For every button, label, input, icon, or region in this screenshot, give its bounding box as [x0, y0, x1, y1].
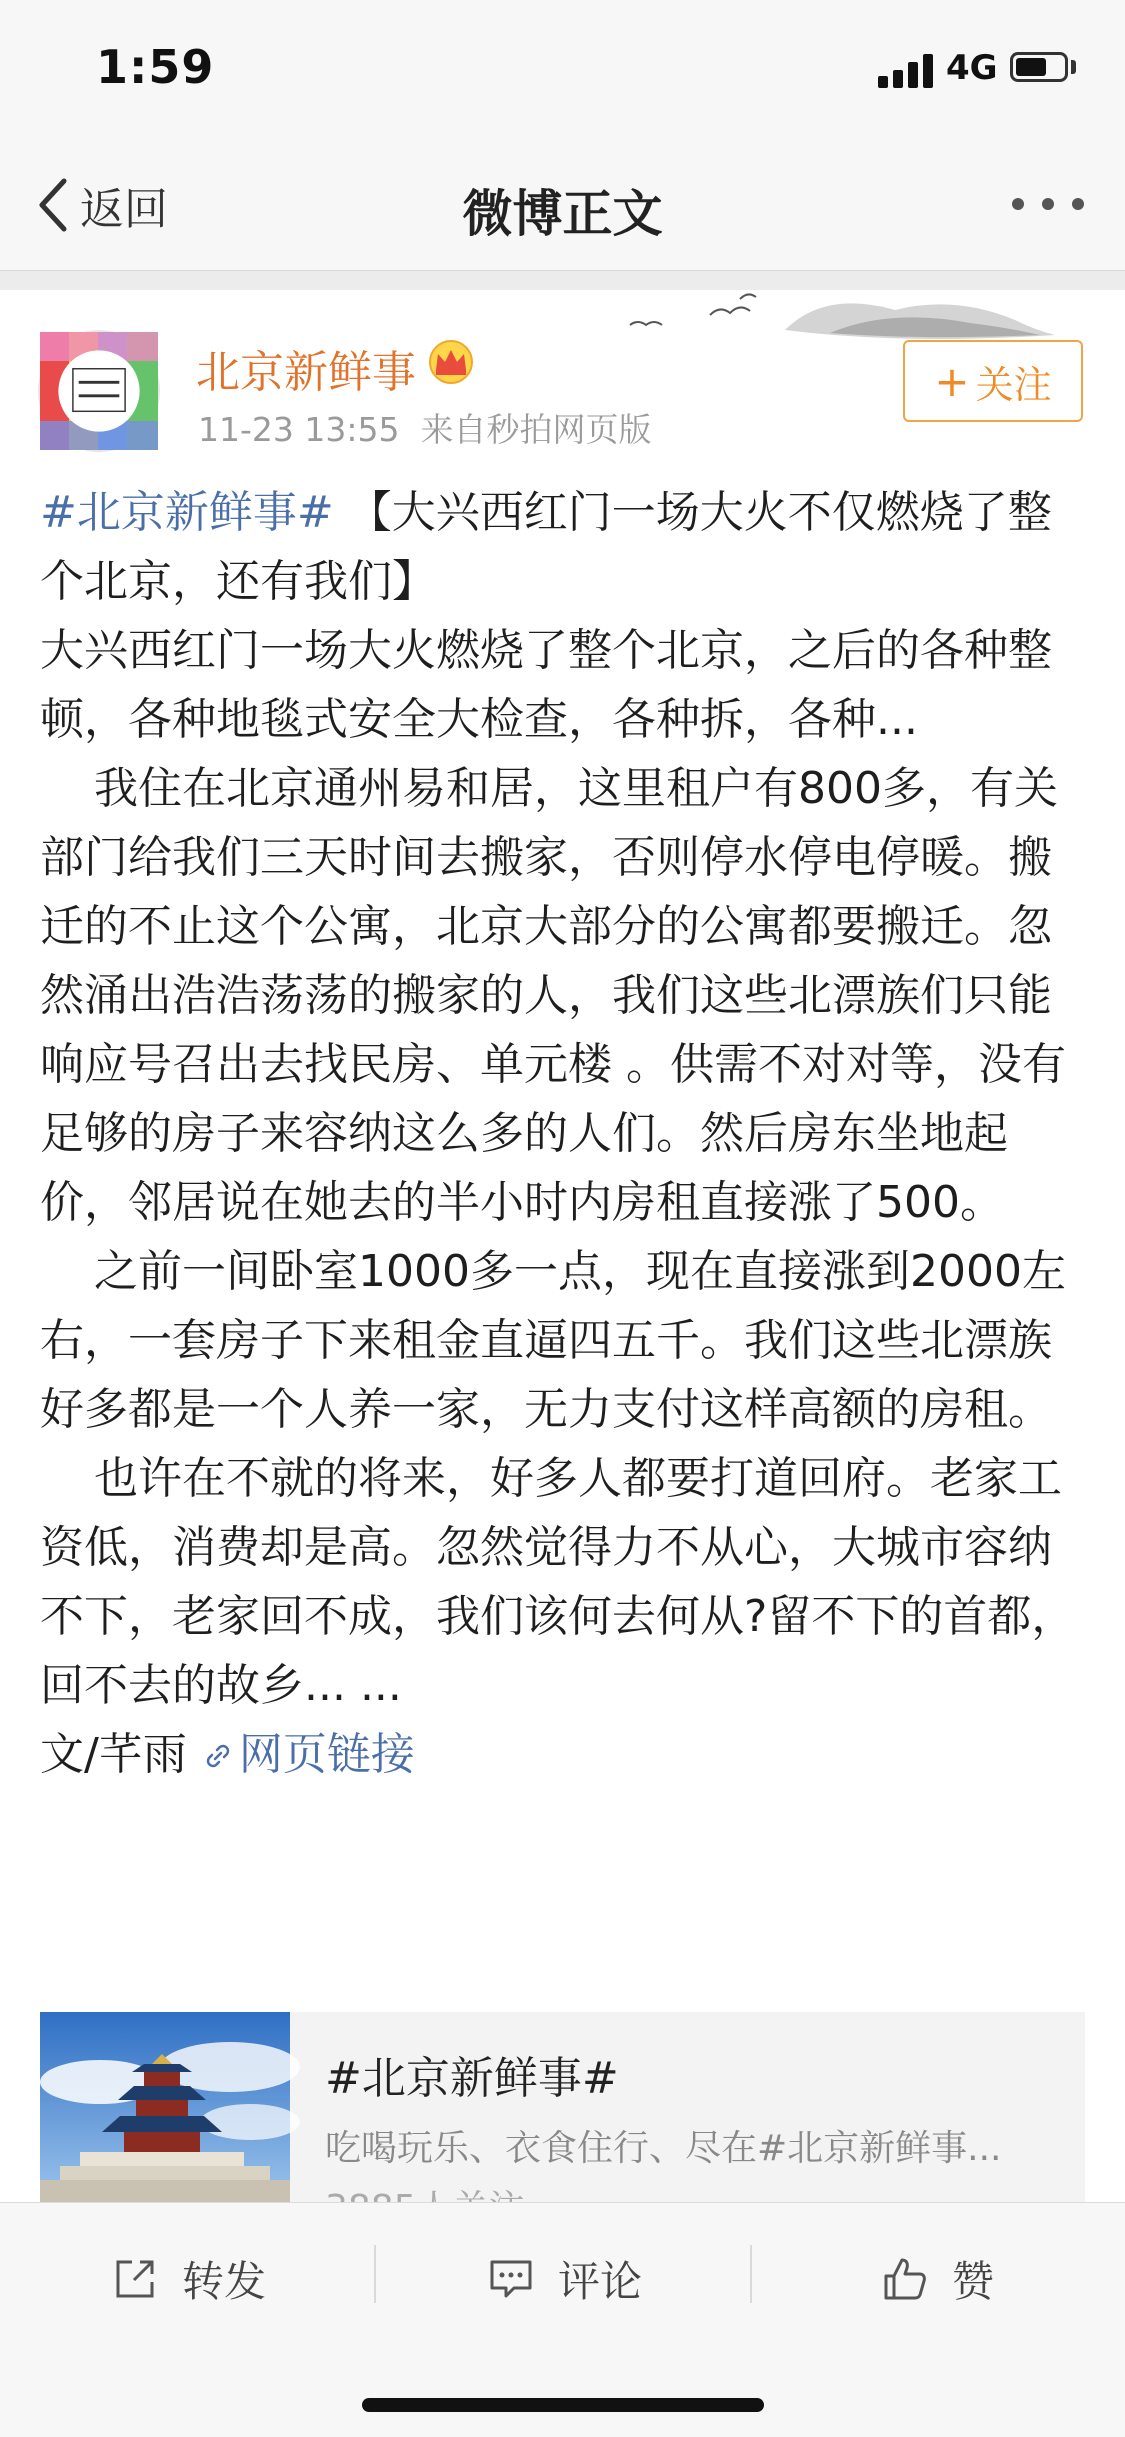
- comment-label: 评论: [558, 2257, 643, 2306]
- status-bar: [0, 0, 1125, 140]
- repost-button[interactable]: [110, 2239, 266, 2319]
- post-body: [40, 478, 1090, 1789]
- post-paragraph: 之前一间卧室1000多一点，现在直接涨到2000左右，一套房子下来租金直逼四五千。我们这些北漂族好多都是一个人养一家，无力支付这样高额的房租。: [40, 1246, 1066, 1435]
- comment-button[interactable]: [486, 2239, 642, 2319]
- toolbar-divider: [374, 2245, 376, 2303]
- hashtag-link[interactable]: #北京新鲜事#: [40, 487, 334, 538]
- repost-label: 转发: [182, 2257, 267, 2306]
- back-label: 返回: [80, 184, 168, 235]
- web-link[interactable]: [201, 1729, 415, 1780]
- header-decoration: [620, 285, 1060, 345]
- follow-button[interactable]: [903, 340, 1083, 422]
- toolbar-divider: [750, 2245, 752, 2303]
- page-title: 微博正文: [462, 185, 663, 243]
- like-label: 赞: [952, 2257, 995, 2306]
- post-paragraph: 也许在不就的将来，好多人都要打道回府。老家工资低，消费却是高。忽然觉得力不从心，大城市容纳不下，老家回不成，我们该何去何从?留不下的首都，回不去的故乡... ...: [40, 1453, 1076, 1711]
- comment-icon: [486, 2254, 536, 2304]
- nav-bar: [0, 140, 1125, 271]
- post-headline: 【大兴西红门一场大火不仅燃烧了整个北京，还有我们】: [40, 487, 1052, 607]
- network-label: 4G: [946, 48, 998, 88]
- link-icon: [201, 1739, 235, 1773]
- post-timestamp: 11-23 13:55: [198, 410, 400, 449]
- crown-icon: [428, 340, 474, 384]
- status-time: 1:59: [96, 40, 215, 94]
- temple-image: [40, 2012, 290, 2202]
- signal-icon: [878, 52, 938, 88]
- battery-icon: [1010, 52, 1068, 82]
- post-paragraph: 我住在北京通州易和居，这里租户有800多，有关部门给我们三天时间去搬家，否则停水停电停暖。搬迁的不止这个公寓，北京大部分的公寓都要搬迁。忽然涌出浩浩荡荡的搬家的人，我们这些北漂族们只能响应号召出去找民房、单元楼 。供需不对对等，没有足够的房子来容纳这么多的人们。然后房东坐地起价，邻居说在她去的半小时内房租直接涨了500。: [40, 763, 1066, 1228]
- post-paragraph: 大兴西红门一场大火燃烧了整个北京，之后的各种整顿，各种地毯式安全大检查，各种拆，各种...: [40, 625, 1052, 745]
- like-button[interactable]: [880, 2239, 994, 2319]
- post-credit-line: [40, 1720, 1090, 1789]
- post-credit: 文/芊雨: [40, 1729, 187, 1780]
- author-name[interactable]: 北京新鲜事: [196, 347, 416, 398]
- card-title: #北京新鲜事#: [325, 2053, 619, 2104]
- follow-label: 关注: [975, 362, 1052, 407]
- home-indicator[interactable]: [362, 2398, 764, 2412]
- link-card[interactable]: [40, 2012, 1085, 2202]
- card-description: 吃喝玩乐、衣食住行、尽在#北京新鲜事...: [325, 2128, 1002, 2169]
- web-link-label: 网页链接: [238, 1729, 415, 1780]
- avatar-image: [40, 332, 158, 450]
- repost-icon: [110, 2254, 160, 2304]
- more-icon[interactable]: [1012, 198, 1092, 218]
- post-meta: [198, 404, 651, 451]
- battery-cap: [1071, 60, 1076, 74]
- plus-icon: +: [934, 356, 970, 406]
- author-avatar[interactable]: [38, 330, 160, 452]
- card-thumbnail: [40, 2012, 290, 2202]
- post-source: 来自秒拍网页版: [420, 410, 652, 449]
- like-icon: [880, 2254, 930, 2304]
- post-headline-paragraph: [40, 478, 1090, 616]
